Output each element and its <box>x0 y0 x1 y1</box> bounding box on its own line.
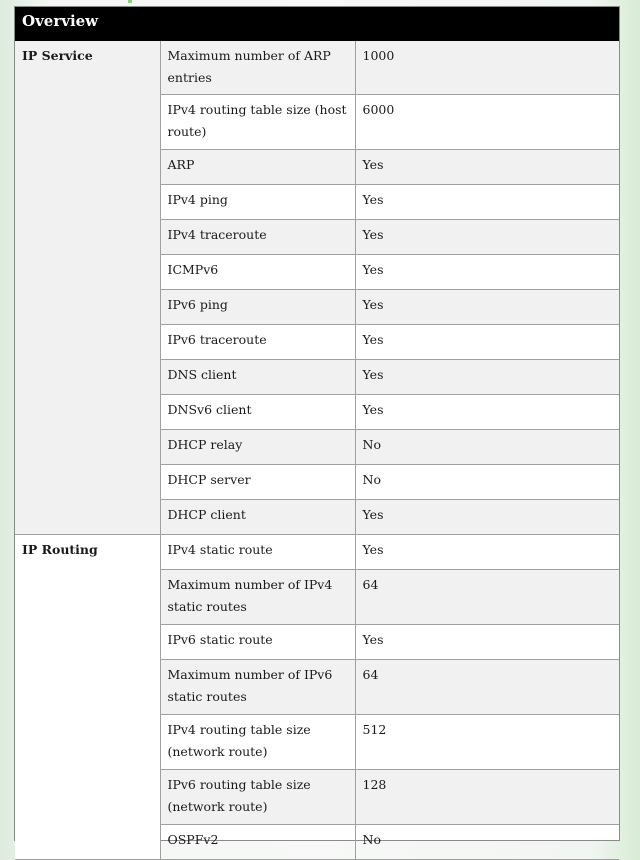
value-cell: Yes <box>355 535 619 570</box>
feature-cell: IPv4 routing table size (network route) <box>160 715 355 770</box>
feature-cell: IPv4 traceroute <box>160 220 355 255</box>
value-cell: 128 <box>355 770 619 825</box>
spec-table <box>15 41 619 860</box>
feature-cell: IPv6 traceroute <box>160 325 355 360</box>
value-cell: Yes <box>355 150 619 185</box>
feature-cell: IPv6 routing table size (network route) <box>160 770 355 825</box>
top-accent-mark <box>128 0 132 3</box>
feature-cell: ICMPv6 <box>160 255 355 290</box>
value-cell: Yes <box>355 290 619 325</box>
feature-cell: Maximum number of IPv6 static routes <box>160 660 355 715</box>
feature-cell: IPv4 static route <box>160 535 355 570</box>
value-cell: Yes <box>355 255 619 290</box>
table-row <box>15 41 619 95</box>
value-cell: No <box>355 825 619 860</box>
feature-cell: OSPFv2 <box>160 825 355 860</box>
feature-cell: DHCP relay <box>160 430 355 465</box>
value-cell: 6000 <box>355 95 619 150</box>
value-cell: Yes <box>355 325 619 360</box>
value-cell: Yes <box>355 500 619 535</box>
value-cell: Yes <box>355 220 619 255</box>
feature-cell: DHCP client <box>160 500 355 535</box>
feature-cell: DHCP server <box>160 465 355 500</box>
value-cell: 1000 <box>355 41 619 95</box>
feature-cell: IPv4 routing table size (host route) <box>160 95 355 150</box>
value-cell: 512 <box>355 715 619 770</box>
table-header <box>15 7 619 41</box>
value-cell: 64 <box>355 570 619 625</box>
table-title: Overview <box>22 12 99 30</box>
feature-cell: IPv4 ping <box>160 185 355 220</box>
section-label-ip-routing: IP Routing <box>15 535 160 860</box>
spec-table-sheet <box>14 6 620 847</box>
value-cell: Yes <box>355 185 619 220</box>
feature-cell: DNS client <box>160 360 355 395</box>
section-label-ip-service: IP Service <box>15 41 160 535</box>
value-cell: Yes <box>355 395 619 430</box>
table-row <box>15 535 619 570</box>
value-cell: No <box>355 430 619 465</box>
feature-cell: IPv6 static route <box>160 625 355 660</box>
value-cell: Yes <box>355 360 619 395</box>
feature-cell: IPv6 ping <box>160 290 355 325</box>
feature-cell: DNSv6 client <box>160 395 355 430</box>
value-cell: No <box>355 465 619 500</box>
feature-cell: ARP <box>160 150 355 185</box>
value-cell: 64 <box>355 660 619 715</box>
value-cell: Yes <box>355 625 619 660</box>
feature-cell: Maximum number of ARP entries <box>160 41 355 95</box>
feature-cell: Maximum number of IPv4 static routes <box>160 570 355 625</box>
